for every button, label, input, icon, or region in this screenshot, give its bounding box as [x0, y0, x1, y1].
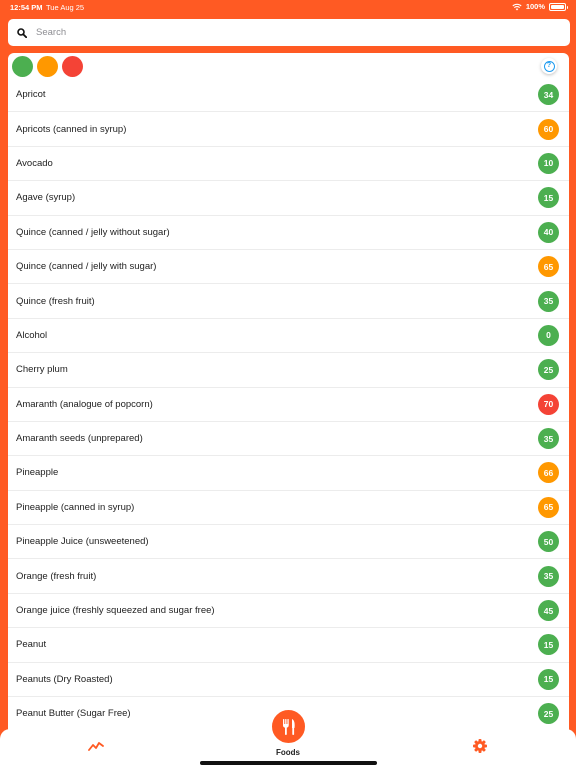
gi-badge: 0 — [538, 325, 559, 346]
status-bar — [0, 0, 576, 14]
stats-icon[interactable] — [88, 740, 104, 752]
food-name: Quince (fresh fruit) — [16, 295, 95, 307]
food-row[interactable] — [8, 319, 569, 353]
food-row[interactable] — [8, 112, 569, 146]
food-name: Amaranth seeds (unprepared) — [16, 433, 143, 445]
gi-badge: 10 — [538, 153, 559, 174]
filter-medium-gi[interactable] — [37, 56, 58, 77]
food-row[interactable] — [8, 594, 569, 628]
filter-high-gi[interactable] — [62, 56, 83, 77]
food-row[interactable] — [8, 559, 569, 593]
food-name: Quince (canned / jelly without sugar) — [16, 226, 170, 238]
gi-badge: 65 — [538, 497, 559, 518]
gi-badge: 34 — [538, 84, 559, 105]
search-icon — [17, 28, 27, 38]
food-name: Avocado — [16, 157, 53, 169]
status-time: 12:54 PM — [10, 3, 43, 12]
gi-filter-group — [12, 56, 83, 77]
food-name: Alcohol — [16, 329, 48, 341]
food-name: Quince (canned / jelly with sugar) — [16, 261, 157, 273]
food-row[interactable] — [8, 216, 569, 250]
food-name: Orange juice (freshly squeezed and sugar free) — [16, 605, 215, 617]
food-name: Amaranth (analogue of popcorn) — [16, 398, 153, 410]
gi-badge: 50 — [538, 531, 559, 552]
food-row[interactable] — [8, 491, 569, 525]
food-name: Apricot — [16, 89, 46, 101]
food-row[interactable] — [8, 628, 569, 662]
battery-percent: 100% — [525, 2, 545, 11]
food-row[interactable] — [8, 422, 569, 456]
gi-badge: 40 — [538, 222, 559, 243]
filter-low-gi[interactable] — [12, 56, 33, 77]
food-row[interactable] — [8, 284, 569, 318]
search-bar[interactable] — [8, 19, 570, 46]
gear-icon[interactable] — [472, 738, 488, 754]
gi-badge: 35 — [538, 566, 559, 587]
food-row[interactable] — [8, 181, 569, 215]
tab-foods-label[interactable]: Foods — [276, 748, 300, 757]
search-input[interactable] — [36, 27, 570, 38]
food-name: Peanut Butter (Sugar Free) — [16, 708, 131, 720]
food-list — [8, 78, 569, 731]
food-row[interactable] — [8, 663, 569, 697]
food-row[interactable] — [8, 525, 569, 559]
tab-foods-button[interactable] — [270, 708, 307, 745]
food-name: Pineapple Juice (unsweetened) — [16, 536, 149, 548]
status-right — [512, 2, 566, 11]
food-name: Pineapple — [16, 467, 59, 479]
gi-badge: 15 — [538, 634, 559, 655]
gi-badge: 35 — [538, 291, 559, 312]
food-row[interactable] — [8, 250, 569, 284]
home-indicator[interactable] — [200, 761, 377, 765]
status-date: Tue Aug 25 — [46, 3, 85, 12]
gi-badge: 65 — [538, 256, 559, 277]
food-row[interactable] — [8, 78, 569, 112]
food-row[interactable] — [8, 353, 569, 387]
gi-badge: 70 — [538, 394, 559, 415]
gi-badge: 25 — [538, 359, 559, 380]
gi-badge: 15 — [538, 669, 559, 690]
food-row[interactable] — [8, 456, 569, 490]
fork-knife-icon — [281, 718, 297, 736]
food-name: Pineapple (canned in syrup) — [16, 501, 135, 513]
food-name: Apricots (canned in syrup) — [16, 123, 127, 135]
wifi-icon — [512, 3, 522, 11]
food-list-card — [8, 53, 569, 733]
battery-icon — [549, 3, 566, 11]
food-name: Agave (syrup) — [16, 192, 76, 204]
food-row[interactable] — [8, 388, 569, 422]
food-row[interactable] — [8, 147, 569, 181]
food-name: Peanuts (Dry Roasted) — [16, 673, 113, 685]
gi-badge: 25 — [538, 703, 559, 724]
gi-badge: 60 — [538, 119, 559, 140]
gi-badge: 35 — [538, 428, 559, 449]
gi-badge: 15 — [538, 187, 559, 208]
food-name: Orange (fresh fruit) — [16, 570, 97, 582]
question-mark-icon: ? — [544, 61, 555, 72]
gi-badge: 66 — [538, 462, 559, 483]
food-name: Cherry plum — [16, 364, 68, 376]
help-button[interactable] — [541, 58, 557, 74]
food-name: Peanut — [16, 639, 47, 651]
gi-badge: 45 — [538, 600, 559, 621]
